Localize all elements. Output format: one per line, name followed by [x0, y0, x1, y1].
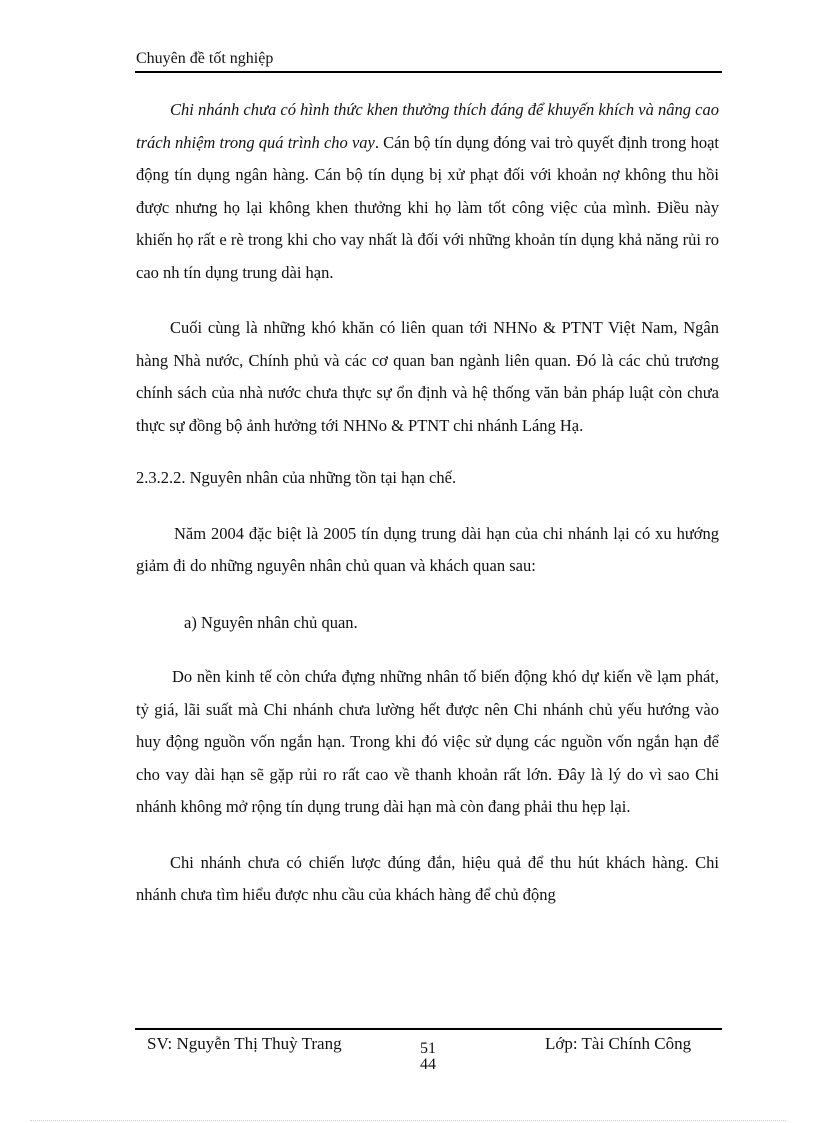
footer-student: SV: Nguyễn Thị Thuỳ Trang [147, 1034, 342, 1053]
paragraph-2: Cuối cùng là những khó khăn có liên quan tới NHNo & PTNT Việt Nam, Ngân hàng Nhà nước, Chính phủ và các cơ quan ban ngành liên quan. Đó là các chủ trương chính sách của nhà nước chưa thực sự ổn định và hệ thống văn bản pháp luật còn chưa thực sự đồng bộ ảnh hưởng tới NHNo & PTNT chi nhánh Láng Hạ. [136, 318, 719, 435]
page-number-b: 44 [420, 1056, 436, 1073]
body-text [136, 94, 719, 912]
paragraph-1 [136, 94, 719, 289]
paragraph-1-italic: Chi nhánh chưa có hình thức khen thưởng thích đáng để khuyến khích và nâng cao trách nhiệm trong quá trình cho vay [136, 100, 719, 152]
page-bottom-border [30, 1120, 786, 1121]
footer-divider [135, 1028, 722, 1030]
sub-heading: a) Nguyên nhân chủ quan. [184, 612, 358, 632]
paragraph-5: Chi nhánh chưa có chiến lược đúng đắn, hiệu quả để thu hút khách hàng. Chi nhánh chưa tìm hiểu được nhu cầu của khách hàng để chủ động [136, 852, 719, 904]
paragraph-4: Do nền kinh tế còn chứa đựng những nhân tố biến động khó dự kiến về lạm phát, tỷ giá, lãi suất mà Chi nhánh chưa lường hết được nên Chi nhánh chủ yếu hướng vào huy động nguồn vốn ngắn hạn. Trong khi đó việc sử dụng các nguồn vốn ngắn hạn để cho vay dài hạn sẽ gặp rủi ro rất cao về thanh khoản rất lớn. Đây là lý do vì sao Chi nhánh không mở rộng tín dụng trung dài hạn mà còn đang phải thu hẹp lại. [136, 667, 719, 816]
page-number-a: 51 [420, 1040, 436, 1057]
paragraph-1-rest: . Cán bộ tín dụng đóng vai trò quyết định trong hoạt động tín dụng ngân hàng. Cán bộ tín dụng bị xử phạt đối với khoản nợ không thu hồi được nhưng họ lại không khen thưởng khi họ làm tốt công việc của mình. Điều này khiến họ rất e rè trong khi cho vay nhất là đối với những khoản tín dụng khả năng rủi ro cao nh tín dụng trung dài hạn. [136, 132, 719, 282]
section-heading: 2.3.2.2. Nguyên nhân của những tồn tại hạn chế. [136, 468, 457, 487]
paragraph-3: Năm 2004 đặc biệt là 2005 tín dụng trung dài hạn của chi nhánh lại có xu hướng giảm đi do những nguyên nhân chủ quan và khách quan sau: [136, 523, 719, 575]
header-title: Chuyên đề tốt nghiệp [136, 50, 274, 67]
header-divider [135, 71, 722, 73]
footer-class: Lớp: Tài Chính Công [545, 1034, 692, 1053]
